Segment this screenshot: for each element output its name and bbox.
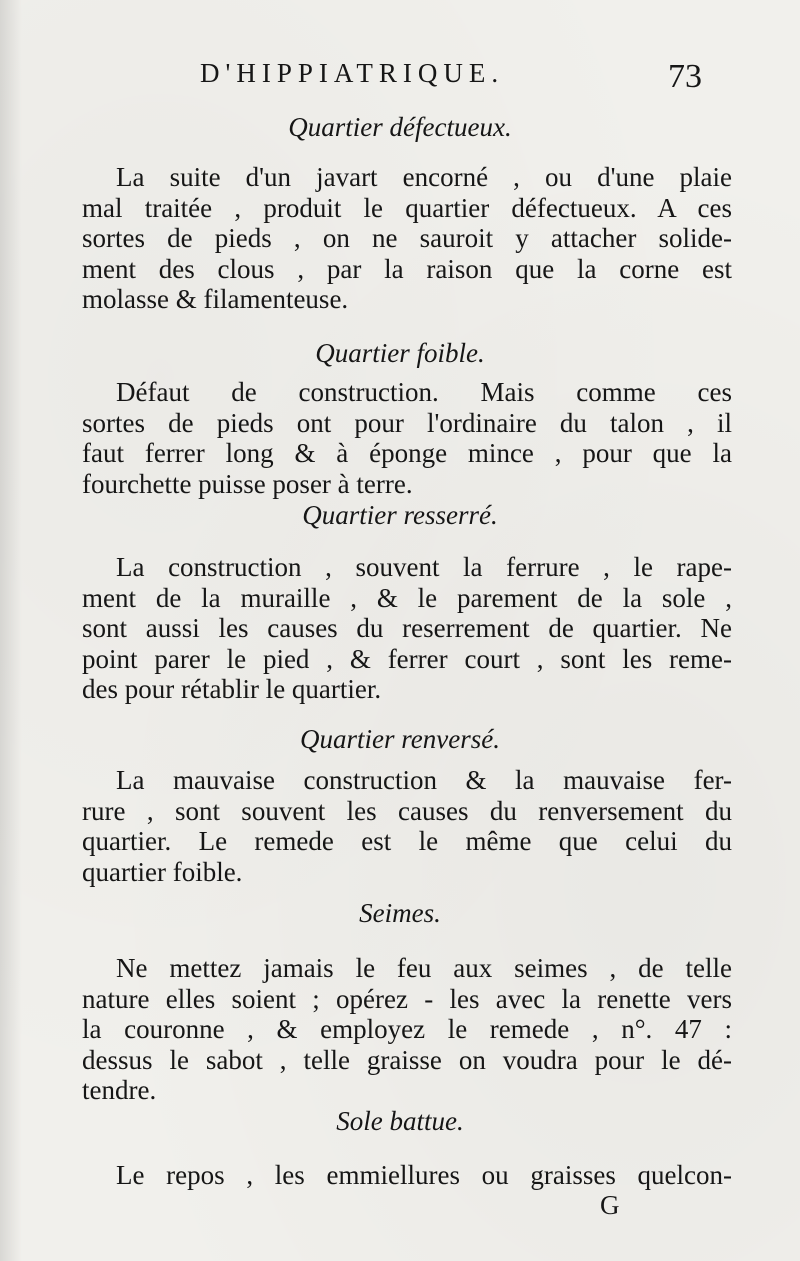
text-line: la couronne , & employez le remede , n°. 47 :	[82, 1014, 732, 1044]
section-heading-sole-battue: Sole battue.	[336, 1106, 464, 1136]
section-heading-quartier-foible: Quartier foible.	[315, 338, 485, 368]
running-title: D'HIPPIATRIQUE.	[200, 58, 505, 88]
text-line: rure , sont souvent les causes du renversement du	[82, 795, 732, 826]
text-line: sortes de pieds ont pour l'ordinaire du talon , il	[82, 407, 732, 438]
section-text-quartier-resserre	[82, 552, 732, 705]
text-line: sortes de pieds , on ne sauroit y attacher solide-	[82, 223, 732, 253]
text-line: tendre.	[82, 1075, 157, 1105]
text-line: Ne mettez jamais le feu aux seimes , de telle	[116, 953, 732, 983]
section-heading-quartier-renverse: Quartier renversé.	[300, 724, 500, 754]
text-line: Le repos , les emmiellures ou graisses quelcon-	[116, 1160, 732, 1190]
section-heading-quartier-defectueux: Quartier défectueux.	[288, 112, 512, 142]
section-heading-quartier-resserre: Quartier resserré.	[302, 500, 498, 530]
text-line: faut ferrer long & à éponge mince , pour que la	[82, 438, 732, 468]
text-line: Défaut de construction. Mais comme ces	[116, 377, 732, 407]
section-text-sole-battue	[82, 1160, 732, 1191]
section-text-quartier-defectueux	[82, 162, 732, 315]
text-line: ment des clous , par la raison que la corne est	[82, 253, 732, 284]
text-line: ment de la muraille , & le parement de la sole ,	[82, 582, 732, 613]
text-line: point parer le pied , & ferrer court , sont les reme-	[82, 643, 732, 674]
text-line: fourchette puisse poser à terre.	[82, 468, 413, 499]
text-line: quartier foible.	[82, 856, 243, 887]
text-line: des pour rétablir le quartier.	[82, 674, 382, 704]
text-line: mal traitée , produit le quartier défectueux. A ces	[82, 192, 732, 223]
section-text-quartier-renverse	[82, 765, 732, 887]
text-line: sont aussi les causes du reserrement de quartier. Ne	[82, 613, 732, 643]
text-line: dessus le sabot , telle graisse on voudra pour le dé-	[82, 1044, 732, 1075]
section-text-seimes	[82, 953, 732, 1106]
section-heading-seimes: Seimes.	[359, 898, 441, 928]
text-line: La construction , souvent la ferrure , le rape-	[116, 552, 732, 582]
text-line: La suite d'un javart encorné , ou d'une plaie	[116, 162, 732, 192]
page-number: 73	[668, 58, 702, 95]
text-line: quartier. Le remede est le même que celui du	[82, 826, 732, 856]
signature-mark: G	[600, 1190, 620, 1220]
text-line: molasse & filamenteuse.	[82, 284, 349, 314]
text-line: nature elles soient ; opérez - les avec la renette vers	[82, 983, 732, 1014]
section-text-quartier-foible	[82, 377, 732, 499]
text-line: La mauvaise construction & la mauvaise fer-	[116, 765, 732, 795]
page-gutter-shadow	[0, 0, 22, 1261]
